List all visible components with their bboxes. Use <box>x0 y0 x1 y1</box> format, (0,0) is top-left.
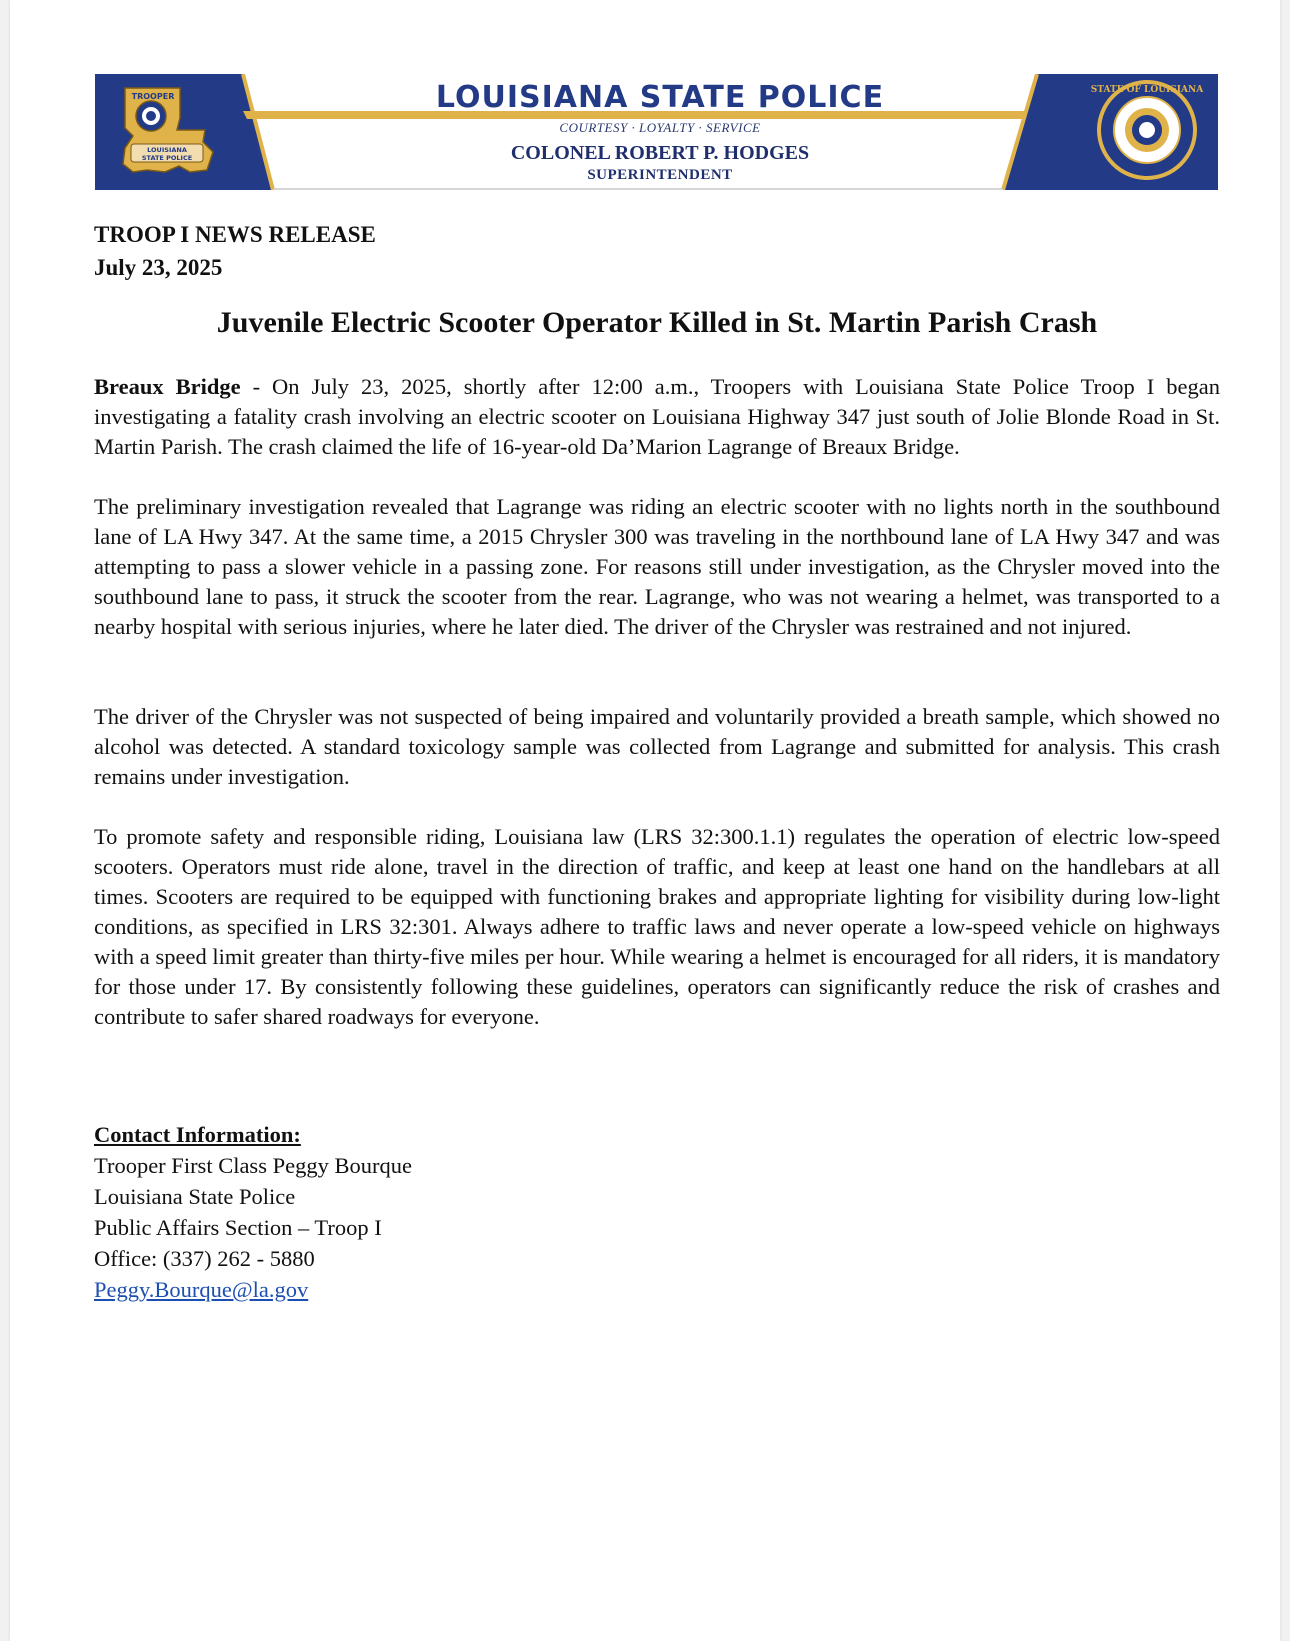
body-paragraph-4: To promote safety and responsible riding, Louisiana law (LRS 32:300.1.1) regulates the operation of electric low-speed scooters. Operators must ride alone, travel in the direction of traffic, and keep at least one hand on the handlebars at all times. Scooters are required to be equipped with functioning brakes and appropriate lighting for visibility during low-light conditions, as specified in LRS 32:301. Always adhere to traffic laws and never operate a low-speed vehicle on highways with a speed limit greater than thirty-five miles per hour. While wearing a helmet is encouraged for all riders, it is mandatory for those under 17. By consistently following these guidelines, operators can significantly reduce the risk of crashes and contribute to safer shared roadways for everyone. <box>94 824 1220 1029</box>
contact-office-phone: Office: (337) 262 - 5880 <box>94 1246 315 1271</box>
contact-email-link[interactable]: Peggy.Bourque@la.gov <box>94 1277 309 1302</box>
contact-heading: Contact Information: <box>94 1122 301 1147</box>
badge-bottom-text: STATE POLICE <box>141 154 193 162</box>
body-paragraph-1 <box>94 372 1220 462</box>
superintendent-title: SUPERINTENDENT <box>587 167 733 183</box>
contact-block <box>94 1119 412 1305</box>
contact-section: Public Affairs Section – Troop I <box>94 1215 382 1240</box>
paragraph-1-text: - On July 23, 2025, shortly after 12:00 a.m., Troopers with Louisiana State Police Troop I began investigating a fatality crash involving an electric scooter on Louisiana Highway 347 just south of Jolie Blonde Road in St. Martin Parish. The crash claimed the life of 16-year-old Da’Marion Lagrange of Breaux Bridge. <box>94 374 1220 459</box>
agency-name: LOUISIANA STATE POLICE <box>435 80 885 115</box>
agency-motto: COURTESY · LOYALTY · SERVICE <box>559 120 761 135</box>
badge-top-text: TROOPER <box>131 92 175 101</box>
contact-name: Trooper First Class Peggy Bourque <box>94 1153 412 1178</box>
body-paragraph-3: The driver of the Chrysler was not suspected of being impaired and voluntarily provided a breath sample, which showed no alcohol was detected. A standard toxicology sample was collected from Lagrange and submitted for analysis. This crash remains under investigation. <box>94 704 1220 789</box>
body-paragraph-2: The preliminary investigation revealed that Lagrange was riding an electric scooter with no lights north in the southbound lane of LA Hwy 347. At the same time, a 2015 Chrysler 300 was traveling in the northbound lane of LA Hwy 347 and was attempting to pass a slower vehicle in a passing zone. For reasons still under investigation, as the Chrysler moved into the southbound lane to pass, it struck the scooter from the rear. Lagrange, who was not wearing a helmet, was transported to a nearby hospital with serious injuries, where he later died. The driver of the Chrysler was restrained and not injured. <box>94 494 1220 639</box>
colonel-name: COLONEL ROBERT P. HODGES <box>510 142 810 164</box>
badge-middle-text: LOUISIANA <box>147 146 187 154</box>
dateline-location: Breaux Bridge <box>94 374 241 399</box>
document-page <box>10 0 1280 1641</box>
contact-organization: Louisiana State Police <box>94 1184 296 1209</box>
release-label: TROOP I NEWS RELEASE <box>94 222 376 247</box>
release-date: July 23, 2025 <box>94 255 223 280</box>
state-seal-icon <box>1099 82 1195 178</box>
release-headline: Juvenile Electric Scooter Operator Killed in St. Martin Parish Crash <box>216 306 1098 339</box>
seal-text: STATE OF LOUISIANA <box>1090 85 1204 95</box>
letterhead <box>95 74 1218 190</box>
